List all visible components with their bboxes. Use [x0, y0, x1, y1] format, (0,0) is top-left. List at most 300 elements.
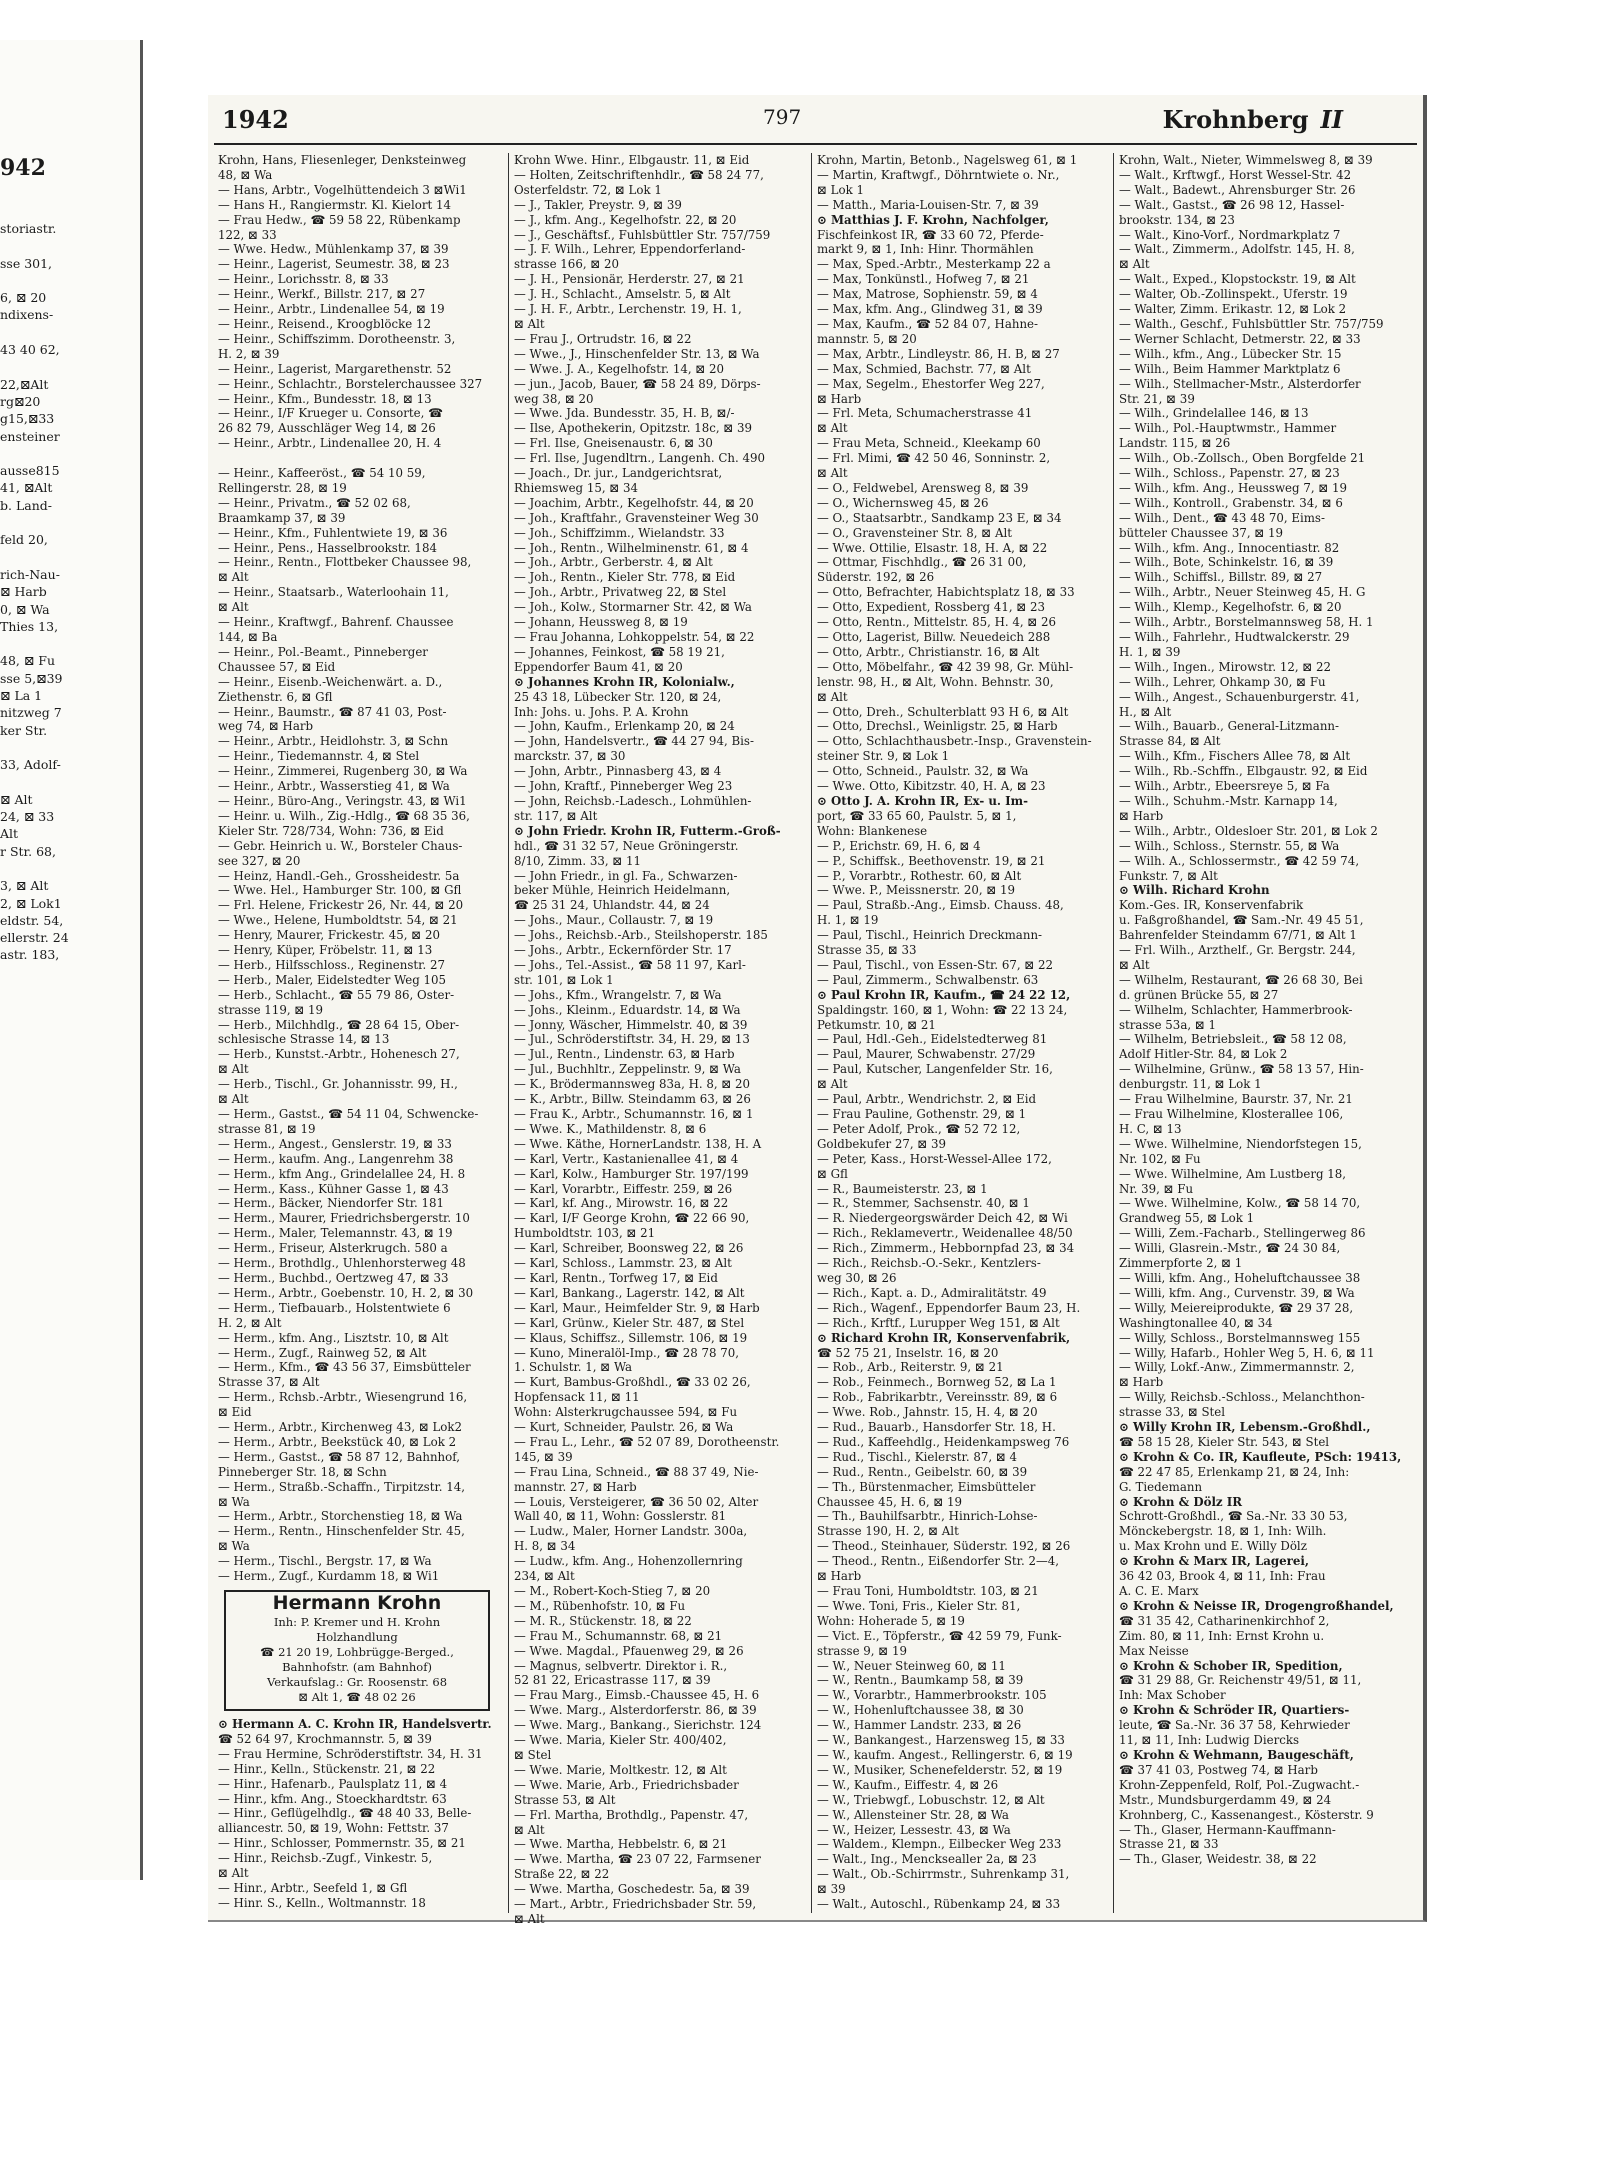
directory-entry-line: — Willi, kfm. Ang., Hoheluftchaussee 38 [1119, 1270, 1361, 1285]
directory-entry-line: — Johann, Heussweg 8, ⊠ 19 [514, 615, 688, 630]
directory-entry-line: ⊠ Alt [218, 600, 249, 615]
directory-entry-line: Wall 40, ⊠ 11, Wohn: Gosslerstr. 81 [514, 1509, 727, 1524]
directory-entry-line: — Heinr. u. Wilh., Zig.-Hdlg., ☎ 68 35 36, [218, 808, 470, 823]
directory-entry-line: — Joachim, Arbtr., Kegelhofstr. 44, ⊠ 20 [514, 495, 754, 510]
directory-entry-line: ⊠ Alt [817, 689, 848, 704]
directory-entry-line: — Herm., Gastst., ☎ 58 87 12, Bahnhof, [218, 1449, 460, 1464]
directory-entry-line: — Johs., Maur., Collaustr. 7, ⊠ 19 [514, 913, 714, 928]
directory-entry-line: — John, Handelsvertr., ☎ 44 27 94, Bis- [514, 734, 754, 749]
directory-entry-line: — John Friedr., in gl. Fa., Schwarzen- [514, 868, 738, 883]
directory-entry-line: — Wilh., Dent., ☎ 43 48 70, Eims- [1119, 510, 1325, 525]
directory-entry-line: — W., Musiker, Schenefelderstr. 52, ⊠ 19 [817, 1762, 1063, 1777]
directory-entry-line: 1. Schulstr. 1, ⊠ Wa [514, 1360, 633, 1375]
directory-entry-line: ⊠ Alt [218, 1866, 249, 1881]
directory-entry-line: H. 2, ⊠ Alt [218, 1315, 282, 1330]
directory-entry-line: denburgstr. 11, ⊠ Lok 1 [1119, 1077, 1262, 1092]
previous-page-text [0, 220, 130, 964]
directory-entry-line: lenstr. 98, H., ⊠ Alt, Wohn. Behnstr. 30, [817, 674, 1054, 689]
directory-entry-line: — Wwe. Wilhelmine, Kolw., ☎ 58 14 70, [1119, 1196, 1361, 1211]
advertisement-line: Holzhandlung [316, 1630, 398, 1644]
directory-entry-line: — Frl. Ilse, Jugendltrn., Langenh. Ch. 490 [514, 451, 765, 466]
previous-page-year: 942 [0, 155, 46, 181]
directory-entry-line: Krohnberg, C., Kassenangest., Kösterstr. 9 [1119, 1807, 1374, 1822]
directory-entry-line: — Herm., kfm. Ang., Lisztstr. 10, ⊠ Alt [218, 1330, 449, 1345]
directory-entry-line: Strasse 53, ⊠ Alt [514, 1792, 616, 1807]
directory-entry-line: ⊠ Stel [514, 1747, 552, 1762]
directory-entry-line: — Herm., Buchbd., Oertzweg 47, ⊠ 33 [218, 1270, 449, 1285]
directory-entry-line: ⊙ Richard Krohn IR, Konservenfabrik, [817, 1330, 1071, 1345]
directory-entry-line: ⊠ Alt [1119, 257, 1150, 272]
directory-entry-line: Krohn, Martin, Betonb., Nagelsweg 61, ⊠ 1 [817, 153, 1078, 167]
directory-entry-line: — Heinr., Baumstr., ☎ 87 41 03, Post- [218, 704, 447, 719]
column-3 [817, 153, 1102, 1912]
directory-entry-line: — M., Robert-Koch-Stieg 7, ⊠ 20 [514, 1584, 711, 1598]
directory-entry-line: — Johs., Reichsb.-Arb., Steilshoperstr. 185 [514, 928, 768, 943]
running-title-roman: II [1320, 105, 1343, 134]
directory-entry-line: — Heinr., Eisenb.-Weichenwärt. a. D., [218, 674, 443, 689]
directory-entry-line: nitzweg 7 [0, 705, 62, 721]
directory-entry-line: — K., Arbtr., Billw. Steindamm 63, ⊠ 26 [514, 1092, 751, 1107]
directory-entry-line: ⊠ Alt [1119, 957, 1150, 972]
directory-entry-line: — Wilh., Klemp., Kegelhofstr. 6, ⊠ 20 [1119, 600, 1342, 615]
directory-entry-line: — Otto, Lagerist, Billw. Neuedeich 288 [817, 630, 1051, 644]
directory-entry-line: — Wwe. Hel., Hamburger Str. 100, ⊠ Gfl [218, 883, 462, 898]
directory-entry-line: Strasse 37, ⊠ Alt [218, 1375, 320, 1390]
directory-entry-line: — Wwe. Martha, Hebbelstr. 6, ⊠ 21 [514, 1837, 728, 1852]
directory-entry-line: — Frau Meta, Schneid., Kleekamp 60 [817, 436, 1041, 451]
directory-entry-line: ⊠ Alt [514, 1822, 545, 1837]
directory-entry-line: ☎ 22 47 85, Erlenkamp 21, ⊠ 24, Inh: [1119, 1464, 1350, 1479]
directory-entry-line: — Max, Tonkünstl., Hofweg 7, ⊠ 21 [817, 272, 1030, 287]
directory-entry-line: Fischfeinkost IR, ☎ 33 60 72, Pferde- [817, 227, 1044, 242]
directory-entry-line: — Joh., Rentn., Kieler Str. 778, ⊠ Eid [514, 570, 736, 585]
directory-entry-line: Strasse 21, ⊠ 33 [1119, 1837, 1219, 1852]
directory-entry-line: — Ottmar, Fischhdlg., ☎ 26 31 00, [817, 555, 1027, 570]
directory-entry-line: — Herm., Gastst., ☎ 54 11 04, Schwencke- [218, 1107, 479, 1121]
directory-entry-line: Süderstr. 192, ⊠ 26 [817, 570, 935, 585]
directory-entry-line: brookstr. 134, ⊠ 23 [1119, 212, 1235, 227]
header-year: 1942 [222, 105, 289, 134]
directory-entry-line: — P., Vorarbtr., Rothestr. 60, ⊠ Alt [817, 868, 1022, 883]
directory-entry-line: — Walt., Zimmerm., Adolfstr. 145, H. 8, [1119, 242, 1355, 257]
directory-entry-line: — Karl, Schloss., Lammstr. 23, ⊠ Alt [514, 1256, 732, 1271]
directory-entry-line: — Wilh., Arbtr., Borstelmannsweg 58, H. 1 [1119, 615, 1374, 630]
directory-entry-line: — Otto, Drechsl., Weinligstr. 25, ⊠ Harb [817, 719, 1058, 734]
directory-entry-line: — Joach., Dr. jur., Landgerichtsrat, [514, 466, 723, 481]
directory-entry-line: ⊙ Willy Krohn IR, Lebensm.-Großhdl., [1119, 1420, 1371, 1435]
advertisement-box [224, 1590, 490, 1711]
directory-entry-line: — Joh., Rentn., Wilhelminenstr. 61, ⊠ 4 [514, 540, 749, 555]
directory-entry-line: ⊠ Wa [218, 1494, 250, 1509]
directory-entry-line: 24, ⊠ 33 [0, 809, 55, 825]
directory-entry-line: — Herm., Tiefbauarb., Holstentwiete 6 [218, 1300, 451, 1315]
column-divider [1113, 153, 1114, 1913]
directory-entry-line: ndixens- [0, 307, 54, 323]
directory-entry-line: ⊠ Eid [218, 1405, 252, 1420]
directory-entry-line: — Frau Hermine, Schröderstiftstr. 34, H. 31 [218, 1746, 483, 1761]
directory-entry-line: ausse815 [0, 463, 60, 479]
directory-entry-line: — Rich., Reklamevertr., Weidenallee 48/50 [817, 1226, 1073, 1241]
directory-entry-line: — Johannes, Feinkost, ☎ 58 19 21, [514, 644, 725, 659]
directory-entry-line: u. Max Krohn und E. Willy Dölz [1119, 1539, 1307, 1554]
directory-entry-line: 22,⊠Alt [0, 376, 49, 392]
directory-entry-line: — Wilh., Pol.-Hauptwmstr., Hammer [1119, 421, 1337, 436]
directory-entry-line: — Otto, Dreh., Schulterblatt 93 H 6, ⊠ Alt [817, 704, 1069, 719]
directory-entry-line: Thies 13, [0, 618, 59, 634]
directory-entry-line: — Wilhelmine, Grünw., ☎ 58 13 57, Hin- [1119, 1062, 1364, 1077]
directory-entry-line: 2, ⊠ Lok1 [0, 895, 62, 911]
directory-entry-line: Spaldingstr. 160, ⊠ 1, Wohn: ☎ 22 13 24, [817, 1002, 1068, 1017]
directory-entry-line: — Louis, Versteigerer, ☎ 36 50 02, Alter [514, 1494, 759, 1509]
directory-entry-line: — Klaus, Schiffsz., Sillemstr. 106, ⊠ 19 [514, 1330, 748, 1345]
directory-entry-line [0, 324, 130, 341]
directory-entry-line: — Rud., Tischl., Kielerstr. 87, ⊠ 4 [817, 1449, 1017, 1464]
directory-entry-line: H. 1, ⊠ 19 [817, 913, 879, 928]
directory-entry-line: — Wilh. A., Schlossermstr., ☎ 42 59 74, [1119, 853, 1360, 868]
directory-entry-line: — Herm., Zugf., Rainweg 52, ⊠ Alt [218, 1345, 427, 1360]
directory-entry-line: — Wwe. Magdal., Pfauenweg 29, ⊠ 26 [514, 1643, 744, 1658]
directory-entry-line: — Willy, Hafarb., Hohler Weg 5, H. 6, ⊠ 11 [1119, 1345, 1375, 1360]
directory-entry-line: — Herm., Rentn., Hinschenfelder Str. 45, [218, 1524, 465, 1539]
directory-entry-line: Rellingerstr. 28, ⊠ 19 [218, 480, 347, 495]
directory-entry-line: rg⊠20 [0, 393, 41, 409]
header-page-number: 797 [763, 105, 802, 129]
directory-entry-line: — Herm., Tischl., Bergstr. 17, ⊠ Wa [218, 1554, 432, 1569]
directory-entry-line: — P., Erichstr. 69, H. 6, ⊠ 4 [817, 838, 981, 853]
directory-entry-line: Max Neisse [1119, 1643, 1189, 1658]
directory-entry-line: strasse 166, ⊠ 20 [514, 257, 619, 272]
directory-entry-line: Zimmerpforte 2, ⊠ 1 [1119, 1256, 1243, 1271]
directory-entry-line: — Vict. E., Töpferstr., ☎ 42 59 79, Funk- [817, 1628, 1062, 1643]
column-4 [1119, 153, 1404, 1867]
directory-entry-line: — Hinr., Hafenarb., Paulsplatz 11, ⊠ 4 [218, 1776, 448, 1791]
directory-entry-line: — Karl, Vorarbtr., Eiffestr. 259, ⊠ 26 [514, 1181, 733, 1196]
directory-entry-line: — Willy, Meiereiprodukte, ☎ 29 37 28, [1119, 1300, 1354, 1315]
directory-entry-line: — Heinr., Kraftwgf., Bahrenf. Chaussee [218, 615, 454, 630]
directory-entry-line: — Waldem., Klempn., Eilbecker Weg 233 [817, 1837, 1062, 1852]
directory-entry-line: mannstr. 5, ⊠ 20 [817, 331, 917, 346]
directory-entry-line: ⊙ Krohn & Co. IR, Kaufleute, PSch: 19413, [1119, 1449, 1402, 1464]
directory-entry-line [0, 635, 130, 652]
directory-entry-line: — Theod., Rentn., Eißendorfer Str. 2—4, [817, 1554, 1060, 1569]
directory-entry-line: — J. H. F., Arbtr., Lerchenstr. 19, H. 1, [514, 302, 742, 317]
directory-entry-line: — Th., Bürstenmacher, Eimsbütteler [817, 1479, 1036, 1494]
directory-entry-line: — Hinr., Arbtr., Seefeld 1, ⊠ Gfl [218, 1880, 408, 1895]
directory-entry-line: — Frl. Wilh., Arzthelf., Gr. Bergstr. 244, [1119, 943, 1356, 958]
column-divider [811, 153, 812, 1913]
directory-entry-line: — Frau J., Ortrudstr. 16, ⊠ 22 [514, 331, 692, 346]
directory-entry-line: ker Str. [0, 722, 48, 738]
directory-entry-line: 3, ⊠ Alt [0, 878, 49, 894]
directory-entry-line: — Heinr., Büro-Ang., Veringstr. 43, ⊠ Wi1 [218, 793, 467, 808]
directory-entry-line: H., ⊠ Alt [1119, 704, 1172, 719]
directory-entry-line: — Peter, Kass., Horst-Wessel-Allee 172, [817, 1151, 1052, 1166]
directory-entry-line: — Wilh., Ob.-Zollsch., Oben Borgfelde 21 [1119, 451, 1366, 466]
directory-entry-line: — Frau M., Schumannstr. 68, ⊠ 21 [514, 1628, 723, 1643]
directory-entry-line: Humboldtstr. 103, ⊠ 21 [514, 1226, 656, 1241]
directory-entry-line: — Matth., Maria-Louisen-Str. 7, ⊠ 39 [817, 197, 1039, 212]
directory-entry-line: g15,⊠33 [0, 411, 55, 427]
directory-entry-line: — Henry, Maurer, Frickestr. 45, ⊠ 20 [218, 928, 440, 943]
directory-entry-line: ⊠ Harb [1119, 808, 1164, 823]
directory-entry-line: weg 38, ⊠ 20 [514, 391, 594, 406]
directory-entry-line: — Wwe. Jda. Bundesstr. 35, H. B, ⊠/- [514, 406, 735, 421]
directory-entry-line: — Frau L., Lehr., ☎ 52 07 89, Dorotheenstr. [514, 1434, 780, 1449]
directory-entry-line: Mstr., Mundsburgerdamm 49, ⊠ 24 [1119, 1792, 1332, 1807]
directory-entry-line: — Werner Schlacht, Detmerstr. 22, ⊠ 33 [1119, 331, 1361, 346]
directory-entry-line: Pinneberger Str. 18, ⊠ Schn [218, 1464, 387, 1479]
previous-page-edge [0, 40, 143, 1880]
directory-entry-line: — Wilh., kfm., Ang., Lübecker Str. 15 [1119, 346, 1342, 361]
directory-entry-line: markt 9, ⊠ 1, Inh: Hinr. Thormählen [817, 242, 1034, 257]
directory-entry-line: — Frau K., Arbtr., Schumannstr. 16, ⊠ 1 [514, 1107, 754, 1121]
directory-entry-line: — Rob., Arb., Reiterstr. 9, ⊠ 21 [817, 1360, 1004, 1375]
directory-entry-line: ⊙ John Friedr. Krohn IR, Futterm.-Groß- [514, 823, 781, 838]
directory-entry-line: — Heinr., Rentn., Flottbeker Chaussee 98, [218, 555, 472, 570]
directory-entry-line: — Herb., Tischl., Gr. Johannisstr. 99, H., [218, 1077, 458, 1092]
directory-entry-line [0, 549, 130, 566]
directory-entry-line: Strasse 84, ⊠ Alt [1119, 734, 1221, 749]
directory-entry-line: 33, Adolf- [0, 757, 61, 773]
advertisement-line: Inh: P. Kremer und H. Krohn [273, 1615, 441, 1629]
directory-entry-line: — Frl. Meta, Schumacherstrasse 41 [817, 406, 1033, 421]
directory-entry-line: — Rud., Kaffeehdlg., Heidenkampsweg 76 [817, 1434, 1070, 1449]
directory-entry-line: — Hans H., Rangiermstr. Kl. Kielort 14 [218, 197, 452, 212]
directory-entry-line: Kom.-Ges. IR, Konservenfabrik [1119, 898, 1304, 913]
directory-entry-line: — Heinr., Tiedemannstr. 4, ⊠ Stel [218, 749, 420, 764]
directory-entry-line: ☎ 31 29 88, Gr. Reichenstr 49/51, ⊠ 11, [1119, 1673, 1362, 1688]
directory-entry-line: Mönckebergstr. 18, ⊠ 1, Inh: Wilh. [1119, 1524, 1327, 1539]
directory-entry-line: — Wilh., Rb.-Schffn., Elbgaustr. 92, ⊠ Eid [1119, 764, 1368, 779]
directory-entry-line: — W., Bankangest., Harzensweg 15, ⊠ 33 [817, 1733, 1065, 1748]
directory-entry-line: — Heinz, Handl.-Geh., Grossheidestr. 5a [218, 868, 460, 883]
directory-entry-line: — O., Gravensteiner Str. 8, ⊠ Alt [817, 525, 1012, 540]
directory-entry-line: ⊠ Alt [817, 466, 848, 481]
directory-entry-line: — Wilh., Arbtr., Oldesloer Str. 201, ⊠ Lok 2 [1119, 823, 1378, 838]
directory-entry-line: — Joh., Kraftfahr., Gravensteiner Weg 30 [514, 510, 759, 525]
directory-entry-line: steiner Str. 9, ⊠ Lok 1 [817, 749, 950, 764]
directory-entry-line: — Wwe. Maria, Kieler Str. 400/402, [514, 1733, 727, 1748]
directory-entry-line: — Wilh., Lehrer, Ohkamp 30, ⊠ Fu [1119, 674, 1326, 689]
directory-entry-line: — Heinr., Lorichsstr. 8, ⊠ 33 [218, 272, 389, 287]
directory-entry-line: — M. R., Stückenstr. 18, ⊠ 22 [514, 1613, 692, 1628]
directory-entry-line: — Paul, Maurer, Schwabenstr. 27/29 [817, 1047, 1036, 1062]
directory-entry-line: ☎ 52 75 21, Inselstr. 16, ⊠ 20 [817, 1345, 999, 1360]
directory-entry-line: — Herm., Kass., Kühner Gasse 1, ⊠ 43 [218, 1181, 449, 1196]
directory-entry-line: — Heinr., Pens., Hasselbrookstr. 184 [218, 540, 437, 555]
directory-entry-line: Alt [0, 826, 19, 842]
directory-entry-line: ⊠ Harb [0, 584, 47, 600]
directory-entry-line: Goldbekufer 27, ⊠ 39 [817, 1136, 947, 1151]
directory-entry-line: ☎ 31 35 42, Catharinenkirchhof 2, [1119, 1613, 1330, 1628]
directory-entry-line: A. C. E. Marx [1119, 1584, 1199, 1598]
directory-entry-line: ⊠ Harb [1119, 1375, 1164, 1390]
directory-entry-line: — Max, Arbtr., Lindleystr. 86, H. B, ⊠ 27 [817, 346, 1060, 361]
directory-entry-line: — Wilh., Schuhm.-Mstr. Karnapp 14, [1119, 793, 1338, 808]
directory-entry-line: — Rich., Wagenf., Eppendorfer Baum 23, H. [817, 1300, 1081, 1315]
directory-entry-line: weg 74, ⊠ Harb [218, 719, 314, 734]
directory-entry-line: ⊠ 39 [817, 1882, 846, 1897]
directory-entry-line: — Wwe. Wilhelmine, Am Lustberg 18, [1119, 1166, 1347, 1181]
directory-entry-line: 234, ⊠ Alt [514, 1569, 575, 1584]
directory-entry-line: — Herm., Friseur, Alsterkrugch. 580 a [218, 1241, 448, 1256]
directory-entry-line: — Mart., Arbtr., Friedrichsbader Str. 59, [514, 1897, 757, 1912]
directory-entry-line: — Karl, I/F George Krohn, ☎ 22 66 90, [514, 1211, 750, 1226]
directory-entry-line: storiastr. [0, 221, 57, 236]
directory-entry-line: — Wilh., Kontroll., Grabenstr. 34, ⊠ 6 [1119, 495, 1343, 510]
directory-entry-line: ⊙ Krohn & Schröder IR, Quartiers- [1119, 1703, 1350, 1718]
directory-entry-line: — Herb., Kunstst.-Arbtr., Hohenesch 27, [218, 1047, 460, 1062]
directory-entry-line: ⊠ Alt [218, 570, 249, 585]
directory-entry-line: — Joh., Schiffzimm., Wielandstr. 33 [514, 525, 725, 540]
directory-entry-line: — Wilh., Arbtr., Neuer Steinweg 45, H. G [1119, 585, 1366, 600]
directory-entry-line: — Willi, Zem.-Facharb., Stellingerweg 86 [1119, 1226, 1366, 1241]
directory-entry-line: — J., Geschäftsf., Fuhlsbüttler Str. 757/759 [514, 227, 771, 242]
directory-entry-line: — Paul, Zimmerm., Schwalbenstr. 63 [817, 972, 1039, 987]
directory-entry-line [0, 774, 130, 791]
column-1 [218, 153, 503, 1911]
directory-entry-line: — Heinr., Schiffszimm. Dorotheenstr. 3, [218, 331, 456, 346]
directory-entry-line: — Walter, Ob.-Zollinspekt., Uferstr. 19 [1119, 287, 1348, 302]
directory-entry-line [0, 445, 130, 462]
directory-entry-line: Braamkamp 37, ⊠ 39 [218, 510, 346, 525]
directory-entry-line: ellerstr. 24 [0, 930, 69, 946]
directory-entry-line: Eppendorfer Baum 41, ⊠ 20 [514, 659, 683, 674]
directory-entry-line: — Max, Sped.-Arbtr., Mesterkamp 22 a [817, 257, 1051, 272]
directory-entry-line: 43 40 62, [0, 342, 60, 358]
directory-entry-line: — Karl, Rentn., Torfweg 17, ⊠ Eid [514, 1270, 718, 1285]
directory-entry-line: — Karl, kf. Ang., Mirowstr. 16, ⊠ 22 [514, 1196, 729, 1211]
directory-entry-line: Wohn: Hoherade 5, ⊠ 19 [817, 1613, 965, 1628]
directory-entry-line: Strasse 35, ⊠ 33 [817, 943, 917, 958]
directory-entry-line: — W., Allensteiner Str. 28, ⊠ Wa [817, 1807, 1009, 1822]
directory-entry-line: — Wilhelm, Restaurant, ☎ 26 68 30, Bei [1119, 972, 1363, 987]
directory-entry-line: — Rich., Zimmerm., Hebbornpfad 23, ⊠ 34 [817, 1241, 1075, 1256]
directory-entry-line: Funkstr. 7, ⊠ Alt [1119, 868, 1218, 883]
directory-entry-line: Inh: Johs. u. Johs. P. A. Krohn [514, 704, 689, 719]
directory-entry-line: 52 81 22, Ericastrasse 117, ⊠ 39 [514, 1673, 711, 1688]
directory-entry-line: — Frl. Martha, Brothdlg., Papenstr. 47, [514, 1807, 749, 1822]
directory-entry-line: — Wwe. Toni, Fris., Kieler Str. 81, [817, 1598, 1021, 1613]
directory-entry-line: — Hans, Arbtr., Vogelhüttendeich 3 ⊠Wi1 [218, 182, 467, 197]
directory-entry-line [0, 272, 130, 289]
directory-entry-line: — Heinr., Staatsarb., Waterloohain 11, [218, 585, 449, 600]
directory-entry-line: ⊠ Wa [218, 1539, 250, 1554]
directory-entry-line: — Karl, Schreiber, Boonsweg 22, ⊠ 26 [514, 1241, 744, 1256]
directory-entry-line: — Rich., Krftf., Lurupper Weg 151, ⊠ Alt [817, 1315, 1060, 1330]
directory-entry-line: — Herm., Arbtr., Storchenstieg 18, ⊠ Wa [218, 1509, 463, 1524]
directory-entry-line [0, 739, 130, 756]
directory-entry-line: — Max, Kaufm., ☎ 52 84 07, Hahne- [817, 316, 1039, 331]
directory-entry-line: — John, Kraftf., Pinneberger Weg 23 [514, 779, 733, 794]
directory-entry-line: H. C, ⊠ 13 [1119, 1121, 1182, 1136]
directory-entry-line: see 327, ⊠ 20 [218, 853, 301, 868]
directory-entry-line: — Heinr., Reisend., Kroogblöcke 12 [218, 316, 431, 331]
directory-entry-line [0, 237, 130, 254]
directory-entry-line: Grandweg 55, ⊠ Lok 1 [1119, 1211, 1255, 1226]
directory-entry-line: — W., Hammer Landstr. 233, ⊠ 26 [817, 1718, 1022, 1733]
directory-entry-line: — W., Triebwgf., Lobuschstr. 12, ⊠ Alt [817, 1792, 1045, 1807]
directory-entry-line: Straße 22, ⊠ 22 [514, 1867, 610, 1882]
directory-entry-line: — Wilh., Angest., Schauenburgerstr. 41, [1119, 689, 1360, 704]
directory-entry-line: — W., kaufm. Angest., Rellingerstr. 6, ⊠ 19 [817, 1747, 1073, 1762]
directory-entry-line: — Hinr., kfm. Ang., Stoeckhardtstr. 63 [218, 1791, 447, 1806]
directory-entry-line: — Wilh., Bauarb., General-Litzmann- [1119, 719, 1340, 734]
directory-entry-line: — Frau Wilhelmine, Baurstr. 37, Nr. 21 [1119, 1092, 1353, 1107]
directory-entry-line: — Johs., Kfm., Wrangelstr. 7, ⊠ Wa [514, 987, 722, 1002]
directory-entry-line: — Otto, Schneid., Paulstr. 32, ⊠ Wa [817, 764, 1029, 779]
directory-entry-line: — J. H., Schlacht., Amselstr. 5, ⊠ Alt [514, 287, 731, 302]
directory-entry-line: ⊙ Krohn & Neisse IR, Drogengroßhandel, [1119, 1598, 1394, 1613]
directory-entry-line: Landstr. 115, ⊠ 26 [1119, 436, 1231, 451]
directory-entry-line: — Heinr., Lagerist, Margarethenstr. 52 [218, 361, 452, 376]
directory-entry-line: — J. H., Pensionär, Herderstr. 27, ⊠ 21 [514, 272, 745, 287]
directory-entry-line: 48, ⊠ Fu [0, 653, 56, 669]
directory-entry-line: — Wwe. Käthe, HornerLandstr. 138, H. A [514, 1136, 762, 1151]
directory-entry-line [218, 451, 503, 466]
directory-entry-line: — Hinr., Schlosser, Pommernstr. 35, ⊠ 21 [218, 1836, 466, 1851]
directory-entry-line: — Wwe. Marie, Moltkestr. 12, ⊠ Alt [514, 1762, 727, 1777]
directory-entry-line: — Herm., Angest., Genslerstr. 19, ⊠ 33 [218, 1136, 452, 1151]
directory-entry-line: ⊠ Harb [817, 391, 862, 406]
directory-entry-line: — Herm., kfm Ang., Grindelallee 24, H. 8 [218, 1166, 466, 1181]
directory-entry-line: — Wilh., Beim Hammer Marktplatz 6 [1119, 361, 1341, 376]
directory-entry-line: — Wilhelm, Schlachter, Hammerbrook- [1119, 1002, 1353, 1017]
directory-entry-line: ⊠ Alt [218, 1092, 249, 1107]
directory-entry-line: — Kurt, Schneider, Paulstr. 26, ⊠ Wa [514, 1420, 734, 1435]
directory-entry-line: — Frl. Helene, Frickestr 26, Nr. 44, ⊠ 20 [218, 898, 464, 913]
directory-entry-line: — Herm., Kfm., ☎ 43 56 37, Eimsbütteler [218, 1360, 471, 1375]
directory-entry-line: ⊠ Alt [817, 1077, 848, 1092]
directory-entry-line: Krohn, Hans, Fliesenleger, Denksteinweg [218, 153, 467, 167]
directory-entry-line: — Wilh., Fahrlehr., Hudtwalckerstr. 29 [1119, 630, 1350, 644]
directory-entry-line: — Holten, Zeitschriftenhdlr., ☎ 58 24 77, [514, 167, 764, 182]
directory-entry-line: — Walth., Geschf., Fuhlsbüttler Str. 757/759 [1119, 316, 1384, 331]
directory-entry-line: 48, ⊠ Wa [218, 167, 273, 182]
directory-entry-line: Bahrenfelder Steindamm 67/71, ⊠ Alt 1 [1119, 928, 1357, 943]
directory-entry-line: — Walt., Ing., Mencksealler 2a, ⊠ 23 [817, 1852, 1037, 1867]
directory-entry-line: — Max, Schmied, Bachstr. 77, ⊠ Alt [817, 361, 1031, 376]
directory-entry-line: — Heinr., Kaffeeröst., ☎ 54 10 59, [218, 466, 426, 481]
directory-entry-line: 25 43 18, Lübecker Str. 120, ⊠ 24, [514, 689, 722, 704]
directory-entry-line: ⊙ Krohn & Marx IR, Lagerei, [1119, 1554, 1309, 1569]
directory-entry-line: ☎ 52 64 97, Krochmannstr. 5, ⊠ 39 [218, 1731, 432, 1746]
directory-entry-line: — Frau Pauline, Gothenstr. 29, ⊠ 1 [817, 1107, 1027, 1121]
header-running-title [1163, 105, 1343, 134]
advertisement-line: ⊠ Alt 1, ☎ 48 02 26 [298, 1690, 416, 1704]
directory-entry-line: 26 82 79, Ausschläger Weg 14, ⊠ 26 [218, 421, 436, 436]
directory-entry-line: — W., Rentn., Baumkamp 58, ⊠ 39 [817, 1673, 1024, 1688]
directory-entry-line: — Henry, Küper, Fröbelstr. 11, ⊠ 13 [218, 943, 433, 958]
directory-entry-line: r Str. 68, [0, 843, 56, 859]
directory-entry-line: Krohn Wwe. Hinr., Elbgaustr. 11, ⊠ Eid [514, 153, 750, 167]
directory-entry-line: — Walter, Zimm. Erikastr. 12, ⊠ Lok 2 [1119, 302, 1347, 317]
directory-entry-line: eldstr. 54, [0, 912, 64, 928]
directory-entry-line: — O., Wichernsweg 45, ⊠ 26 [817, 495, 989, 510]
directory-entry-line: — Wilhelm, Betriebsleit., ☎ 58 12 08, [1119, 1032, 1347, 1047]
directory-entry-line: — Max, kfm. Ang., Glindweg 31, ⊠ 39 [817, 302, 1043, 317]
directory-entry-line: — O., Staatsarbtr., Sandkamp 23 E, ⊠ 34 [817, 510, 1062, 525]
directory-entry-line: Adolf Hitler-Str. 84, ⊠ Lok 2 [1119, 1047, 1288, 1062]
directory-entry-line: — W., Hohenluftchaussee 38, ⊠ 30 [817, 1703, 1024, 1718]
directory-entry-line: — Heinr., Arbtr., Lindenallee 20, H. 4 [218, 436, 442, 451]
directory-entry-line: — Ludw., kfm. Ang., Hohenzollernring [514, 1554, 743, 1569]
directory-entry-line: — Wwe. Otto, Kibitzstr. 40, H. A, ⊠ 23 [817, 779, 1046, 794]
directory-entry-line: — Theod., Steinhauer, Süderstr. 192, ⊠ 26 [817, 1539, 1071, 1554]
directory-entry-line: — Herm., Maler, Telemannstr. 43, ⊠ 19 [218, 1226, 453, 1241]
directory-entry-line: — M., Rübenhofstr. 10, ⊠ Fu [514, 1598, 686, 1613]
directory-entry-line: — Herm., Straßb.-Schaffn., Tirpitzstr. 14, [218, 1479, 466, 1494]
